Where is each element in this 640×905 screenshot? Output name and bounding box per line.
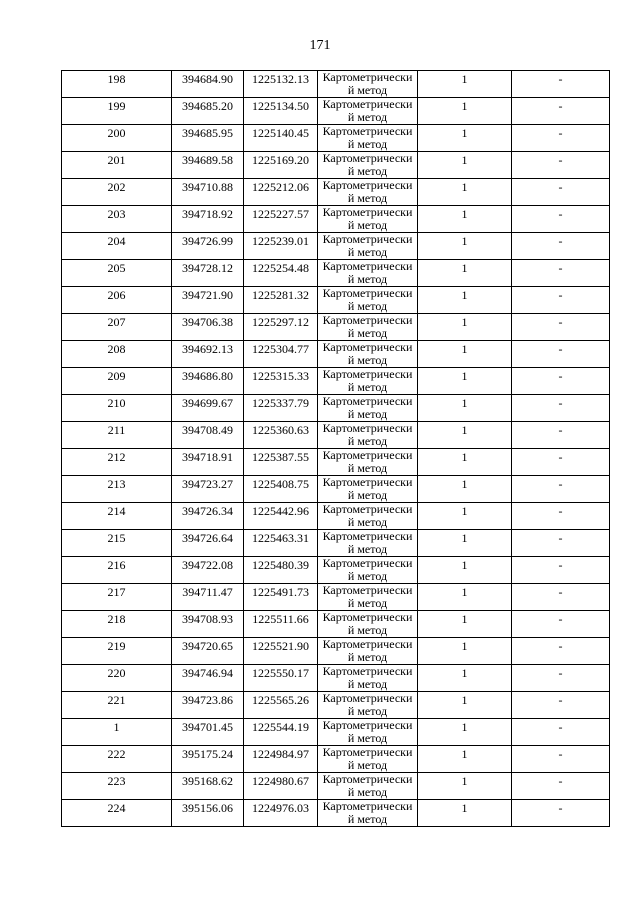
point-number: 216	[62, 557, 172, 584]
coordinate-y: 1225550.17	[244, 665, 318, 692]
coordinate-y: 1225227.57	[244, 206, 318, 233]
column-5-value: 1	[418, 584, 512, 611]
coordinate-x: 394684.90	[172, 71, 244, 98]
method-line-2: й метод	[347, 326, 388, 340]
column-6-value: -	[512, 449, 610, 476]
column-6-value: -	[512, 638, 610, 665]
coordinate-y: 1225134.50	[244, 98, 318, 125]
method-line-1: Картометрически	[322, 124, 413, 138]
table-row	[62, 746, 610, 773]
coordinate-x: 394726.99	[172, 233, 244, 260]
point-number: 209	[62, 368, 172, 395]
point-number: 224	[62, 800, 172, 827]
coordinate-x: 395168.62	[172, 773, 244, 800]
table-row	[62, 125, 610, 152]
method-line-2: й метод	[347, 677, 388, 691]
column-5-value: 1	[418, 503, 512, 530]
coordinate-y: 1225387.55	[244, 449, 318, 476]
point-number: 214	[62, 503, 172, 530]
method-line-2: й метод	[347, 488, 388, 502]
method-line-1: Картометрически	[322, 421, 413, 435]
coordinate-x: 394723.86	[172, 692, 244, 719]
method-line-1: Картометрически	[322, 205, 413, 219]
column-5-value: 1	[418, 314, 512, 341]
method-line-1: Картометрически	[322, 610, 413, 624]
method-line-2: й метод	[347, 245, 388, 259]
method-line-1: Картометрически	[322, 664, 413, 678]
point-number: 198	[62, 71, 172, 98]
method-cell	[318, 152, 418, 179]
coordinate-x: 394746.94	[172, 665, 244, 692]
method-cell	[318, 503, 418, 530]
method-line-2: й метод	[347, 461, 388, 475]
coordinate-y: 1225544.19	[244, 719, 318, 746]
coordinate-y: 1225140.45	[244, 125, 318, 152]
column-6-value: -	[512, 719, 610, 746]
coordinate-y: 1225491.73	[244, 584, 318, 611]
method-line-1: Картометрически	[322, 367, 413, 381]
method-line-2: й метод	[347, 542, 388, 556]
column-5-value: 1	[418, 773, 512, 800]
column-5-value: 1	[418, 71, 512, 98]
column-6-value: -	[512, 152, 610, 179]
coordinate-x: 394685.95	[172, 125, 244, 152]
method-cell	[318, 638, 418, 665]
coordinate-y: 1225480.39	[244, 557, 318, 584]
table-row	[62, 206, 610, 233]
coordinate-x: 394718.92	[172, 206, 244, 233]
coordinate-y: 1224976.03	[244, 800, 318, 827]
column-5-value: 1	[418, 422, 512, 449]
column-6-value: -	[512, 125, 610, 152]
column-5-value: 1	[418, 395, 512, 422]
method-line-2: й метод	[347, 785, 388, 799]
method-line-1: Картометрически	[322, 772, 413, 786]
method-line-1: Картометрически	[322, 448, 413, 462]
table-row	[62, 260, 610, 287]
column-5-value: 1	[418, 557, 512, 584]
point-number: 200	[62, 125, 172, 152]
method-line-1: Картометрически	[322, 70, 413, 84]
method-cell	[318, 71, 418, 98]
coordinate-x: 394689.58	[172, 152, 244, 179]
coordinate-y: 1225239.01	[244, 233, 318, 260]
column-6-value: -	[512, 368, 610, 395]
method-line-2: й метод	[347, 83, 388, 97]
method-cell	[318, 719, 418, 746]
table-row	[62, 152, 610, 179]
method-line-1: Картометрически	[322, 529, 413, 543]
method-cell	[318, 314, 418, 341]
table-row	[62, 98, 610, 125]
method-line-1: Картометрически	[322, 232, 413, 246]
column-6-value: -	[512, 179, 610, 206]
coordinate-y: 1225408.75	[244, 476, 318, 503]
coordinate-x: 394728.12	[172, 260, 244, 287]
table-row	[62, 773, 610, 800]
table-row	[62, 233, 610, 260]
table-row	[62, 503, 610, 530]
method-line-1: Картометрически	[322, 475, 413, 489]
method-line-2: й метод	[347, 758, 388, 772]
table-row	[62, 692, 610, 719]
point-number: 207	[62, 314, 172, 341]
page-number: 171	[309, 38, 331, 53]
coordinate-x: 394726.64	[172, 530, 244, 557]
coordinate-x: 394718.91	[172, 449, 244, 476]
table-row	[62, 368, 610, 395]
column-6-value: -	[512, 476, 610, 503]
method-line-1: Картометрически	[322, 718, 413, 732]
method-line-2: й метод	[347, 569, 388, 583]
point-number: 213	[62, 476, 172, 503]
method-line-2: й метод	[347, 191, 388, 205]
column-5-value: 1	[418, 746, 512, 773]
column-5-value: 1	[418, 449, 512, 476]
method-cell	[318, 530, 418, 557]
method-cell	[318, 233, 418, 260]
method-line-2: й метод	[347, 596, 388, 610]
column-6-value: -	[512, 557, 610, 584]
column-6-value: -	[512, 530, 610, 557]
point-number: 204	[62, 233, 172, 260]
coordinate-y: 1224984.97	[244, 746, 318, 773]
column-5-value: 1	[418, 368, 512, 395]
coordinate-y: 1225565.26	[244, 692, 318, 719]
table-row	[62, 395, 610, 422]
column-6-value: -	[512, 98, 610, 125]
method-line-1: Картометрически	[322, 259, 413, 273]
column-5-value: 1	[418, 152, 512, 179]
point-number: 203	[62, 206, 172, 233]
method-cell	[318, 611, 418, 638]
coordinate-x: 394708.49	[172, 422, 244, 449]
method-line-1: Картометрически	[322, 637, 413, 651]
point-number: 222	[62, 746, 172, 773]
coordinate-x: 394723.27	[172, 476, 244, 503]
table-row	[62, 476, 610, 503]
column-5-value: 1	[418, 530, 512, 557]
coordinate-x: 394720.65	[172, 638, 244, 665]
method-cell	[318, 800, 418, 827]
column-6-value: -	[512, 746, 610, 773]
coordinate-y: 1225521.90	[244, 638, 318, 665]
coordinate-x: 395175.24	[172, 746, 244, 773]
method-cell	[318, 449, 418, 476]
column-5-value: 1	[418, 125, 512, 152]
column-5-value: 1	[418, 665, 512, 692]
coordinates-table	[61, 70, 610, 827]
point-number: 210	[62, 395, 172, 422]
method-cell	[318, 584, 418, 611]
method-cell	[318, 476, 418, 503]
column-5-value: 1	[418, 341, 512, 368]
method-cell	[318, 692, 418, 719]
method-line-1: Картометрически	[322, 745, 413, 759]
coordinate-x: 394706.38	[172, 314, 244, 341]
column-5-value: 1	[418, 98, 512, 125]
point-number: 206	[62, 287, 172, 314]
coordinate-x: 394726.34	[172, 503, 244, 530]
method-cell	[318, 665, 418, 692]
column-6-value: -	[512, 692, 610, 719]
coordinate-x: 394685.20	[172, 98, 244, 125]
column-6-value: -	[512, 71, 610, 98]
column-5-value: 1	[418, 179, 512, 206]
coordinate-x: 394721.90	[172, 287, 244, 314]
method-line-1: Картометрически	[322, 691, 413, 705]
table-row	[62, 719, 610, 746]
method-line-2: й метод	[347, 650, 388, 664]
point-number: 211	[62, 422, 172, 449]
point-number: 219	[62, 638, 172, 665]
method-line-1: Картометрически	[322, 151, 413, 165]
method-line-2: й метод	[347, 434, 388, 448]
coordinate-y: 1225281.32	[244, 287, 318, 314]
coordinate-y: 1224980.67	[244, 773, 318, 800]
method-line-2: й метод	[347, 623, 388, 637]
method-cell	[318, 206, 418, 233]
coordinate-y: 1225304.77	[244, 341, 318, 368]
point-number: 205	[62, 260, 172, 287]
column-6-value: -	[512, 665, 610, 692]
method-line-2: й метод	[347, 164, 388, 178]
coordinate-y: 1225254.48	[244, 260, 318, 287]
coordinate-y: 1225315.33	[244, 368, 318, 395]
table-row	[62, 611, 610, 638]
point-number: 199	[62, 98, 172, 125]
coordinate-y: 1225337.79	[244, 395, 318, 422]
coordinate-x: 394710.88	[172, 179, 244, 206]
method-line-1: Картометрически	[322, 394, 413, 408]
table-row	[62, 314, 610, 341]
method-line-1: Картометрически	[322, 502, 413, 516]
table-row	[62, 179, 610, 206]
method-cell	[318, 98, 418, 125]
method-line-2: й метод	[347, 380, 388, 394]
method-cell	[318, 422, 418, 449]
method-line-2: й метод	[347, 272, 388, 286]
table-row	[62, 341, 610, 368]
point-number: 208	[62, 341, 172, 368]
method-cell	[318, 341, 418, 368]
column-6-value: -	[512, 611, 610, 638]
column-5-value: 1	[418, 260, 512, 287]
coordinate-x: 394686.80	[172, 368, 244, 395]
point-number: 215	[62, 530, 172, 557]
method-cell	[318, 260, 418, 287]
method-line-2: й метод	[347, 812, 388, 826]
method-cell	[318, 125, 418, 152]
table-row	[62, 665, 610, 692]
coordinate-x: 394701.45	[172, 719, 244, 746]
method-line-2: й метод	[347, 299, 388, 313]
method-line-1: Картометрически	[322, 97, 413, 111]
method-cell	[318, 395, 418, 422]
column-6-value: -	[512, 341, 610, 368]
coordinate-y: 1225442.96	[244, 503, 318, 530]
column-5-value: 1	[418, 287, 512, 314]
column-5-value: 1	[418, 233, 512, 260]
table-row	[62, 422, 610, 449]
column-6-value: -	[512, 206, 610, 233]
table-row	[62, 557, 610, 584]
column-5-value: 1	[418, 692, 512, 719]
table-row	[62, 71, 610, 98]
point-number: 1	[62, 719, 172, 746]
coordinate-y: 1225212.06	[244, 179, 318, 206]
table-row	[62, 584, 610, 611]
coordinate-x: 394692.13	[172, 341, 244, 368]
point-number: 218	[62, 611, 172, 638]
point-number: 220	[62, 665, 172, 692]
method-cell	[318, 287, 418, 314]
point-number: 201	[62, 152, 172, 179]
method-line-2: й метод	[347, 704, 388, 718]
point-number: 212	[62, 449, 172, 476]
table-body	[62, 71, 610, 827]
table-row	[62, 638, 610, 665]
coordinate-x: 394699.67	[172, 395, 244, 422]
method-line-1: Картометрически	[322, 286, 413, 300]
column-6-value: -	[512, 260, 610, 287]
method-line-1: Картометрически	[322, 556, 413, 570]
method-line-2: й метод	[347, 353, 388, 367]
column-6-value: -	[512, 395, 610, 422]
column-6-value: -	[512, 584, 610, 611]
method-line-1: Картометрически	[322, 583, 413, 597]
method-cell	[318, 179, 418, 206]
method-cell	[318, 557, 418, 584]
coordinate-y: 1225297.12	[244, 314, 318, 341]
method-line-1: Картометрически	[322, 313, 413, 327]
point-number: 221	[62, 692, 172, 719]
method-line-2: й метод	[347, 407, 388, 421]
column-5-value: 1	[418, 719, 512, 746]
coordinate-x: 394722.08	[172, 557, 244, 584]
coordinate-x: 394708.93	[172, 611, 244, 638]
coordinate-y: 1225463.31	[244, 530, 318, 557]
method-line-2: й метод	[347, 218, 388, 232]
coordinate-y: 1225132.13	[244, 71, 318, 98]
method-line-2: й метод	[347, 731, 388, 745]
column-6-value: -	[512, 314, 610, 341]
table-row	[62, 449, 610, 476]
coordinate-y: 1225511.66	[244, 611, 318, 638]
point-number: 202	[62, 179, 172, 206]
column-6-value: -	[512, 422, 610, 449]
table-row	[62, 800, 610, 827]
column-5-value: 1	[418, 476, 512, 503]
column-5-value: 1	[418, 206, 512, 233]
table-row	[62, 530, 610, 557]
method-line-1: Картометрически	[322, 340, 413, 354]
point-number: 217	[62, 584, 172, 611]
column-6-value: -	[512, 773, 610, 800]
coordinate-y: 1225360.63	[244, 422, 318, 449]
column-6-value: -	[512, 800, 610, 827]
point-number: 223	[62, 773, 172, 800]
method-line-1: Картометрически	[322, 178, 413, 192]
table-row	[62, 287, 610, 314]
column-5-value: 1	[418, 611, 512, 638]
method-line-1: Картометрически	[322, 799, 413, 813]
coordinate-x: 394711.47	[172, 584, 244, 611]
method-line-2: й метод	[347, 137, 388, 151]
coordinate-x: 395156.06	[172, 800, 244, 827]
column-6-value: -	[512, 233, 610, 260]
column-5-value: 1	[418, 800, 512, 827]
column-6-value: -	[512, 287, 610, 314]
method-cell	[318, 746, 418, 773]
column-6-value: -	[512, 503, 610, 530]
method-cell	[318, 368, 418, 395]
method-line-2: й метод	[347, 110, 388, 124]
coordinate-y: 1225169.20	[244, 152, 318, 179]
method-cell	[318, 773, 418, 800]
column-5-value: 1	[418, 638, 512, 665]
method-line-2: й метод	[347, 515, 388, 529]
